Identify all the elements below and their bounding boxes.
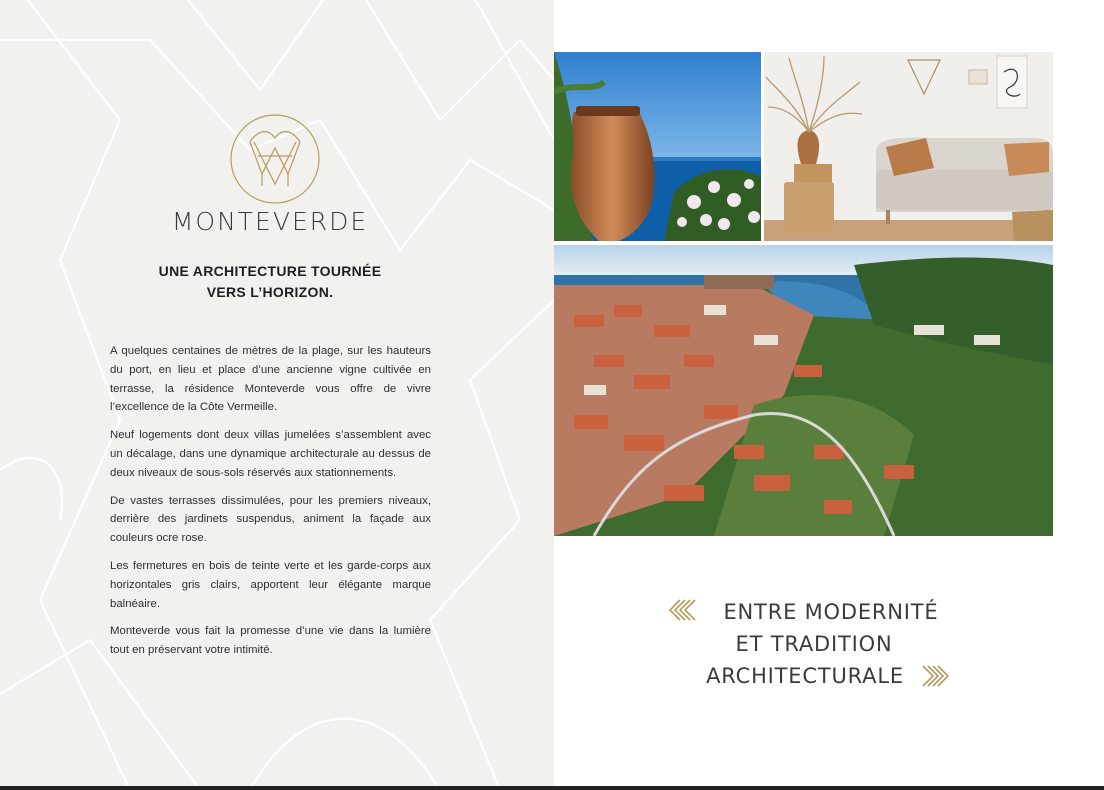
headline-line-1: UNE ARCHITECTURE TOURNÉE (158, 263, 382, 279)
headline (110, 261, 430, 303)
paragraph: Neuf logements dont deux villas jumelées s’assemblent avec un décalage, dans une dynamique architecturale au dessus de deux niveaux de sous-sols réservés aux stationnements. (110, 429, 431, 479)
paragraph: De vastes terrasses dissimulées, pour les premiers niveaux, derrière des jardinets suspendus, animent la façade aux couleurs ocre rose. (110, 494, 431, 545)
tagline (664, 596, 964, 692)
right-page (554, 0, 1104, 790)
tagline-line-1: ENTRE MODERNITÉ (723, 600, 939, 624)
double-chevron-right-icon (922, 664, 952, 688)
tagline-line-3: ARCHITECTURALE (706, 664, 904, 688)
brand-name: MONTEVERDE (171, 207, 369, 236)
interior-sofa-photo (764, 52, 1053, 241)
paragraph: A quelques centaines de mètres de la plage, sur les hauteurs du port, en lieu et place d’une ancienne vigne cultivée en terrasse, la résidence Monteverde vous offre de vivre l’excellence de la Côte Vermeille. (110, 345, 431, 414)
amphora-sea-photo (554, 52, 761, 241)
paragraph: Monteverde vous fait la promesse d’une vie dans la lumière tout en préservant votre intimité. (110, 625, 431, 657)
paragraph: Les fermetures en bois de teinte verte et les garde-corps aux horizontales gris clairs, apportent leur élégante marque balnéaire. (110, 559, 431, 610)
aerial-town-photo (554, 245, 1053, 536)
description-text (110, 342, 431, 669)
headline-line-2: VERS L’HORIZON. (206, 284, 334, 300)
tagline-line-2: ET TRADITION (735, 632, 893, 656)
bottom-rule (0, 786, 1104, 790)
monteverde-logo-icon (228, 112, 322, 206)
